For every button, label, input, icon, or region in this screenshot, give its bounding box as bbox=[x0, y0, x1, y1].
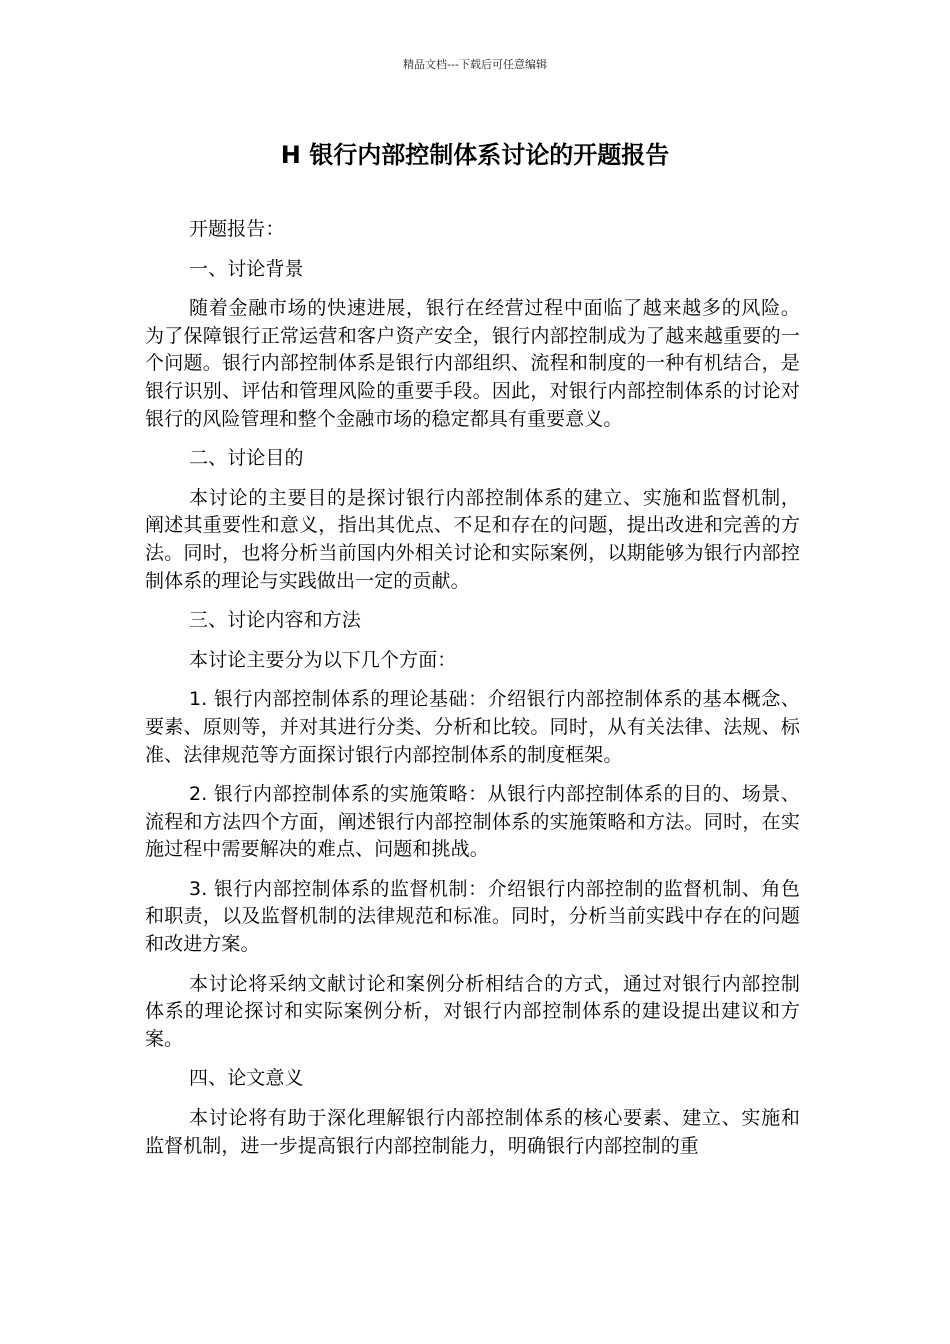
list-item-theory: 1. 银行内部控制体系的理论基础：介绍银行内部控制体系的基本概念、要素、原则等，并对其进行分类、分析和比较。同时，从有关法律、法规、标准、法律规范等方面探讨银行内部控制体系的制度框架。 bbox=[145, 688, 800, 766]
section-heading-significance: 四、论文意义 bbox=[189, 1067, 304, 1090]
page-header: 精品文档---下载后可任意编辑 bbox=[403, 58, 547, 71]
document-title: H 银行内部控制体系讨论的开题报告 bbox=[280, 141, 670, 169]
paragraph-significance: 本讨论将有助于深化理解银行内部控制体系的核心要素、建立、实施和监督机制，进一步提高银行内部控制能力，明确银行内部控制的重 bbox=[145, 1107, 800, 1157]
paragraph-background: 随着金融市场的快速进展，银行在经营过程中面临了越来越多的风险。为了保障银行正常运营和客户资产安全，银行内部控制成为了越来越重要的一个问题。银行内部控制体系是银行内部组织、流程和制度的一种有机结合，是银行识别、评估和管理风险的重要手段。因此，对银行内部控制体系的讨论对银行的风险管理和整个金融市场的稳定都具有重要意义。 bbox=[145, 297, 800, 430]
paragraph-report-label: 开题报告： bbox=[189, 218, 285, 240]
paragraph-content-intro: 本讨论主要分为以下几个方面： bbox=[189, 648, 457, 671]
paragraph-method: 本讨论将采纳文献讨论和案例分析相结合的方式，通过对银行内部控制体系的理论探讨和实际案例分析，对银行内部控制体系的建设提出建议和方案。 bbox=[145, 972, 800, 1050]
document-body bbox=[145, 216, 800, 1160]
list-item-implementation: 2. 银行内部控制体系的实施策略：从银行内部控制体系的目的、场景、流程和方法四个方面，阐述银行内部控制体系的实施策略和方法。同时，在实施过程中需要解决的难点、问题和挑战。 bbox=[145, 783, 800, 861]
list-item-supervision: 3. 银行内部控制体系的监督机制：介绍银行内部控制的监督机制、角色和职责，以及监督机制的法律规范和标准。同时，分析当前实践中存在的问题和改进方案。 bbox=[145, 877, 800, 956]
section-heading-content-method: 三、讨论内容和方法 bbox=[189, 609, 361, 632]
paragraph-purpose: 本讨论的主要目的是探讨银行内部控制体系的建立、实施和监督机制，阐述其重要性和意义，指出其优点、不足和存在的问题，提出改进和完善的方法。同时，也将分析当前国内外相关讨论和实际案例，以期能够为银行内部控制体系的理论与实践做出一定的贡献。 bbox=[145, 486, 800, 592]
section-heading-background: 一、讨论背景 bbox=[189, 257, 304, 280]
section-heading-purpose: 二、讨论目的 bbox=[189, 447, 304, 470]
